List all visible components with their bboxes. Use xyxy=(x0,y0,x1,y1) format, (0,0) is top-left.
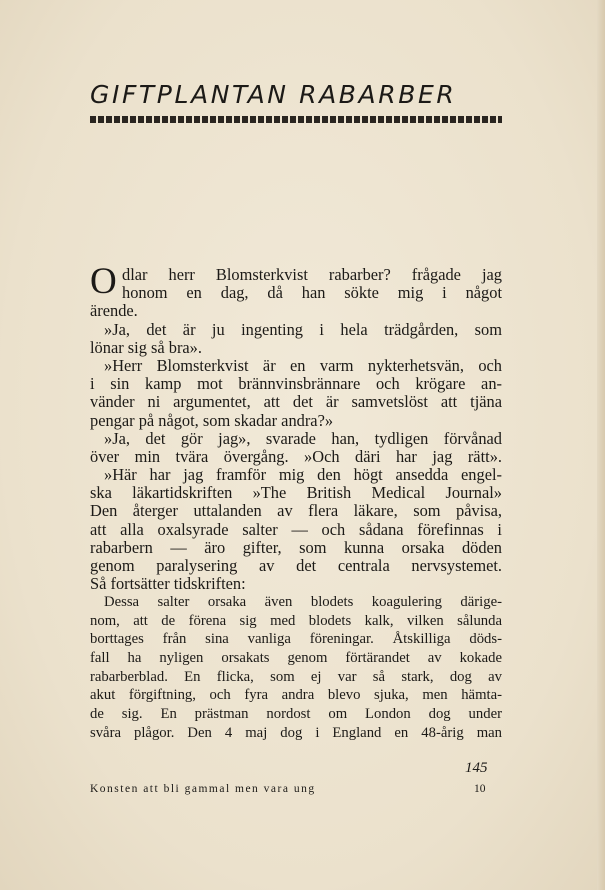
text-line: Den återger uttalanden av flera läkare, som påvisa, xyxy=(90,502,502,521)
text-line: honom en dag, då han sökte mig i något xyxy=(122,284,502,303)
page-edge xyxy=(597,0,605,890)
text-line: »Ja, det gör jag», svarade han, tydligen förvånad xyxy=(104,429,502,448)
text-line: att alla oxalsyrade salter — och sådana förefinnas i xyxy=(90,520,502,539)
text-line: genom paralysering av det centrala nervsystemet. xyxy=(90,557,502,575)
signature-mark: 10 xyxy=(474,783,486,795)
quote-line: Dessa salter orsaka även blodets koagulering därige- xyxy=(104,594,502,610)
text-line: ska läkartidskriften »The British Medical Journal» xyxy=(90,484,502,503)
text-line: dlar herr Blomsterkvist rabarber? frågade jag xyxy=(122,266,502,284)
quote-line: de sig. En prästman nordost om London dog under xyxy=(90,706,502,723)
text-line: vänder ni argumentet, att det är samvetslöst att tjäna xyxy=(90,393,502,412)
text-line: Så fortsätter tidskriften: xyxy=(90,575,246,594)
body-text xyxy=(90,266,502,593)
quote-line: rabarberblad. En flicka, som ej var så stark, dog av xyxy=(90,668,502,685)
book-title-footer: Konsten att bli gammal men vara ung xyxy=(90,783,316,795)
quote-line: svåra plågor. Den 4 maj dog i England en 48-årig man xyxy=(90,724,502,741)
quote-line: borttages från sina vanliga föreningar. Åtskilliga döds- xyxy=(90,631,502,648)
text-line: lönar sig så bra». xyxy=(90,338,202,357)
page-title: GIFTPLANTAN RABARBER xyxy=(90,80,457,109)
text-line: ärende. xyxy=(90,302,138,321)
quote-line: nom, att de förena sig med blodets kalk, vilken sålunda xyxy=(90,612,502,629)
text-line: i sin kamp mot brännvinsbrännare och krögare an- xyxy=(90,375,502,394)
text-line: »Här har jag framför mig den högt ansedda engel- xyxy=(104,466,502,485)
page-number: 145 xyxy=(465,760,488,776)
quote-line: fall ha nyligen orsakats genom förtärandet av kokade xyxy=(90,650,502,667)
text-line: rabarbern — äro gifter, som kunna orsaka döden xyxy=(90,538,502,557)
text-line: »Ja, det är ju ingenting i hela trädgården, som xyxy=(104,320,502,339)
title-ornament-rule xyxy=(90,116,502,123)
quote-line: akut förgiftning, och fyra andra blevo sjuka, men hämta- xyxy=(90,687,502,704)
text-line: över min tvära övergång. »Och däri har jag rätt». xyxy=(90,447,502,466)
quoted-passage xyxy=(90,593,502,743)
text-line: pengar på något, som skadar andra?» xyxy=(90,411,334,430)
drop-cap: O xyxy=(90,261,117,302)
text-line: »Herr Blomsterkvist är en varm nykterhetsvän, och xyxy=(104,356,502,375)
